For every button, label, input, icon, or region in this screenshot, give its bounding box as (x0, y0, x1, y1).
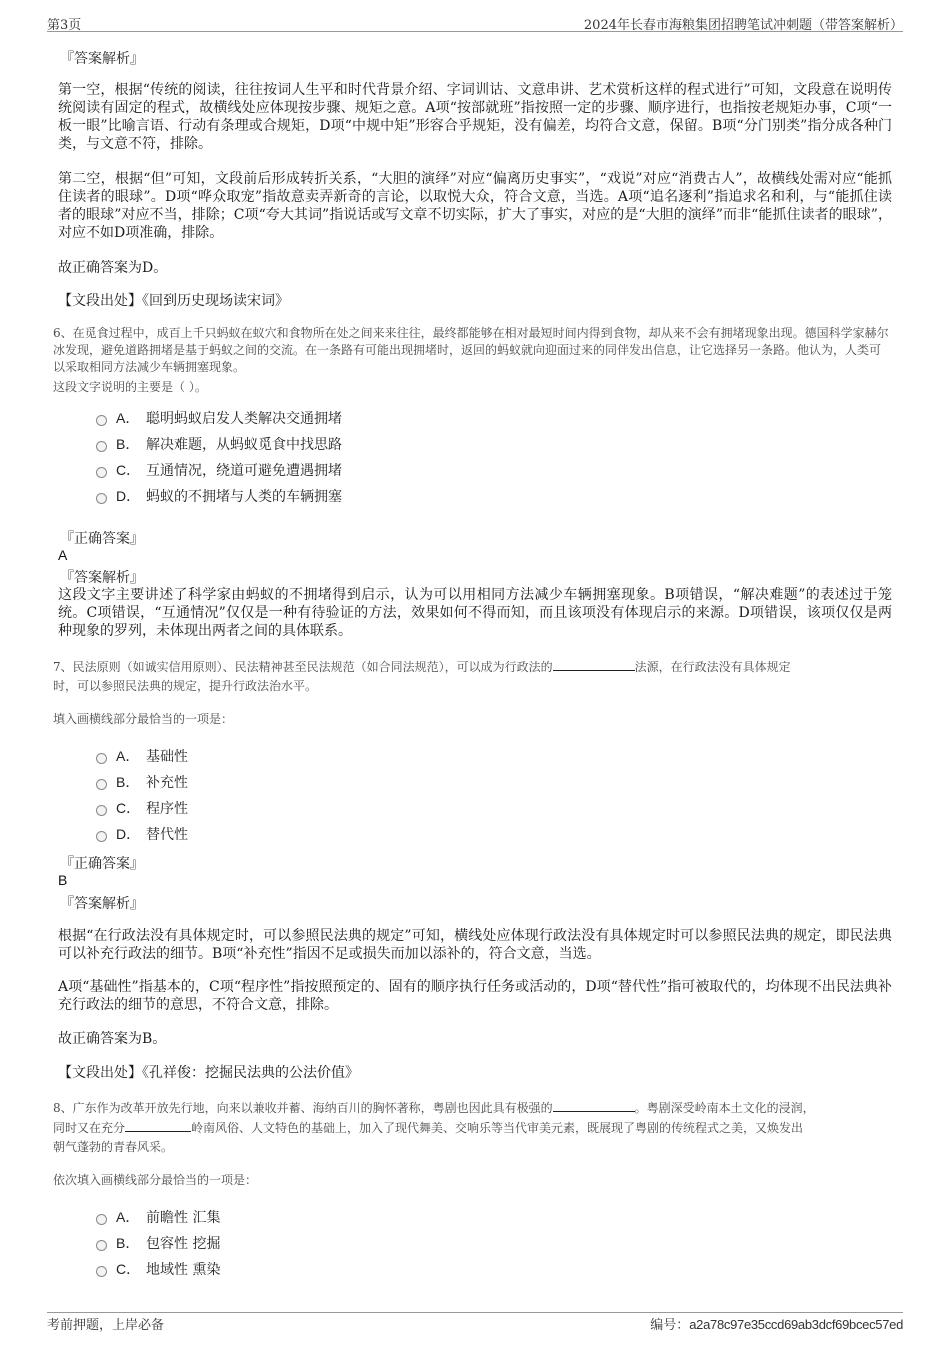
radio-icon[interactable] (96, 831, 107, 842)
option-text: 蚂蚁的不拥堵与人类的车辆拥塞 (146, 489, 342, 505)
q8-stem-part-a: 8、广东作为改革开放先行地，向来以兼收并蓄、海纳百川的胸怀著称，粤剧也因此具有极强的 (53, 1101, 553, 1115)
q8-stem-line1 (53, 1099, 913, 1117)
q6-question: 这段文字说明的主要是（ ）。 (53, 380, 207, 394)
option-text: 替代性 (146, 827, 188, 843)
radio-icon[interactable] (96, 441, 107, 452)
q8-stem-line2 (53, 1119, 913, 1137)
q7-correct-label: 『正确答案』 (60, 856, 144, 872)
code-label: 编号： (650, 1318, 690, 1333)
q8-blank-2 (125, 1119, 191, 1132)
q6-correct-label: 『正确答案』 (60, 531, 144, 547)
q5-conclusion: 故正确答案为D。 (58, 260, 168, 276)
option-letter: B． (116, 436, 140, 452)
q8-option-c[interactable] (96, 1259, 220, 1279)
q8-question: 依次填入画横线部分最恰当的一项是： (53, 1173, 258, 1187)
page-number: 第3页 (47, 18, 82, 33)
q7-option-d[interactable] (96, 824, 188, 844)
header-divider (47, 31, 903, 32)
q5-source: 【文段出处】《回到历史现场读宋词》 (58, 293, 289, 309)
q6-analysis: 这段文字主要讲述了科学家由蚂蚁的不拥堵得到启示，认为可以用相同方法减少车辆拥塞现象。B项错误，“解决难题”的表述过于笼统。C项错误，“互通情况”仅仅是一种有待验证的方法，效果如何不得而知，而且该项没有体现启示的来源。D项错误，该项仅仅是两种现象的罗列，未体现出两者之间的具体联系。 (58, 587, 892, 639)
document-code (650, 1314, 903, 1333)
option-letter: C． (116, 462, 141, 478)
q7-option-c[interactable] (96, 798, 188, 818)
option-letter: D． (116, 826, 141, 842)
radio-icon[interactable] (96, 467, 107, 478)
option-letter: B． (116, 774, 140, 790)
q6-option-c[interactable] (96, 460, 342, 480)
radio-icon[interactable] (96, 415, 107, 426)
q8-stem-part-d: 岭南风俗、人文特色的基础上，加入了现代舞美、交响乐等当代审美元素，既展现了粤剧的传统程式之美，又焕发出 (191, 1121, 804, 1135)
radio-icon[interactable] (96, 779, 107, 790)
option-text: 补充性 (146, 775, 188, 791)
option-text: 互通情况，绕道可避免遭遇拥堵 (146, 463, 342, 479)
q8-stem-part-b: 。粤剧深受岭南本土文化的浸润， (634, 1101, 815, 1115)
radio-icon[interactable] (96, 1266, 107, 1277)
q6-option-a[interactable] (96, 408, 342, 428)
document-title: 2024年长春市海粮集团招聘笔试冲刺题（带答案解析） (583, 18, 903, 33)
q7-blank (553, 658, 635, 671)
q5-analysis-para2: 第二空，根据“但”可知，文段前后形成转折关系，“大胆的演绎”对应“偏离历史事实”，“戏说”对应“消费古人”，故横线处需对应“能抓住读者的眼球”。D项“哗众取宠”指故意卖弄新奇的言论，以取悦大众，符合文意，当选。A项“追名逐利”指追求名和利，与“能抓住读者的眼球”对应不当，排除；C项“夸大其词”指说话或写文章不切实际，扩大了事实，对应的是“大胆的演绎”而非“能抓住读者的眼球”，对应不如D项准确，排除。 (58, 171, 892, 241)
q6-answer: A (58, 547, 68, 563)
option-letter: C． (116, 800, 141, 816)
q7-conclusion: 故正确答案为B。 (58, 1031, 167, 1047)
q6-analysis-label: 『答案解析』 (60, 570, 144, 586)
q7-option-a[interactable] (96, 746, 188, 766)
q7-answer: B (58, 872, 68, 888)
option-letter: C． (116, 1261, 141, 1277)
q6-option-d[interactable] (96, 486, 342, 506)
q8-option-a[interactable] (96, 1207, 220, 1227)
option-letter: A． (116, 1209, 140, 1225)
radio-icon[interactable] (96, 753, 107, 764)
q7-stem-after: 法源，在行政法没有具体规定 (634, 660, 791, 674)
q7-analysis-para2: A项“基础性”指基本的，C项“程序性”指按照预定的、固有的顺序执行任务或活动的，D项“替代性”指可被取代的，均体现不出民法典补充行政法的细节的意思，不符合文意，排除。 (58, 979, 892, 1013)
q8-stem-part-c: 同时又在充分 (53, 1121, 126, 1135)
q8-option-b[interactable] (96, 1233, 220, 1253)
option-letter: A． (116, 748, 140, 764)
option-text: 前瞻性 汇集 (146, 1210, 221, 1226)
option-letter: B． (116, 1235, 140, 1251)
footer-slogan: 考前押题，上岸必备 (47, 1318, 165, 1333)
q8-stem-line3: 朝气蓬勃的青春风采。 (53, 1140, 174, 1154)
q7-source: 【文段出处】《孔祥俊：挖掘民法典的公法价值》 (58, 1065, 359, 1081)
footer-divider (47, 1312, 903, 1313)
option-text: 基础性 (146, 749, 188, 765)
option-text: 程序性 (146, 801, 188, 817)
q6-option-b[interactable] (96, 434, 342, 454)
radio-icon[interactable] (96, 1240, 107, 1251)
option-letter: D． (116, 488, 141, 504)
q7-stem-before: 7、民法原则（如诚实信用原则）、民法精神甚至民法规范（如合同法规范），可以成为行政法的 (53, 660, 553, 674)
q7-stem-line2: 时，可以参照民法典的规定，提升行政法治水平。 (53, 679, 318, 693)
option-letter: A． (116, 410, 140, 426)
option-text: 聪明蚂蚁启发人类解决交通拥堵 (146, 411, 342, 427)
q7-option-b[interactable] (96, 772, 188, 792)
code-value: a2a78c97e35ccd69ab3dcf69bcec57ed (689, 1317, 903, 1332)
radio-icon[interactable] (96, 1214, 107, 1225)
option-text: 包容性 挖掘 (146, 1236, 221, 1252)
q7-stem-line1 (53, 658, 913, 676)
radio-icon[interactable] (96, 805, 107, 816)
q6-stem: 6、在觅食过程中，成百上千只蚂蚁在蚁穴和食物所在处之间来来往往，最终都能够在相对最短时间内得到食物，却从来不会有拥堵现象出现。德国科学家赫尔冰发现，避免道路拥堵是基于蚂蚁之间的交流。在一条路有可能出现拥堵时，返回的蚂蚁就向迎面过来的同伴发出信息，让它选择另一条路。他认为，人类可以采取相同方法减少车辆拥塞现象。 (53, 326, 889, 374)
q7-analysis-para1: 根据“在行政法没有具体规定时，可以参照民法典的规定”可知，横线处应体现行政法没有具体规定时可以参照民法典的规定，即民法典可以补充行政法的细节。B项“补充性”指因不足或损失而加以添补的，符合文意，当选。 (58, 928, 892, 962)
q5-analysis-label: 『答案解析』 (60, 51, 144, 67)
q7-analysis-label: 『答案解析』 (60, 896, 144, 912)
option-text: 解决难题，从蚂蚁觅食中找思路 (146, 437, 342, 453)
q7-question: 填入画横线部分最恰当的一项是： (53, 712, 234, 726)
q8-blank-1 (553, 1099, 635, 1112)
radio-icon[interactable] (96, 493, 107, 504)
option-text: 地域性 熏染 (146, 1262, 221, 1278)
q5-analysis-para1: 第一空，根据“传统的阅读，往往按词人生平和时代背景介绍、字词训诂、文意串讲、艺术赏析这样的程式进行”可知，文段意在说明传统阅读有固定的程式，故横线处应体现按步骤、规矩之意。A项“按部就班”指按照一定的步骤、顺序进行，也指按老规矩办事，C项“一板一眼”比喻言语、行动有条理或合规矩，D项“中规中矩”形容合乎规矩，没有偏差，均符合文意，保留。B项“分门别类”指分成各种门类，与文意不符，排除。 (58, 82, 892, 152)
